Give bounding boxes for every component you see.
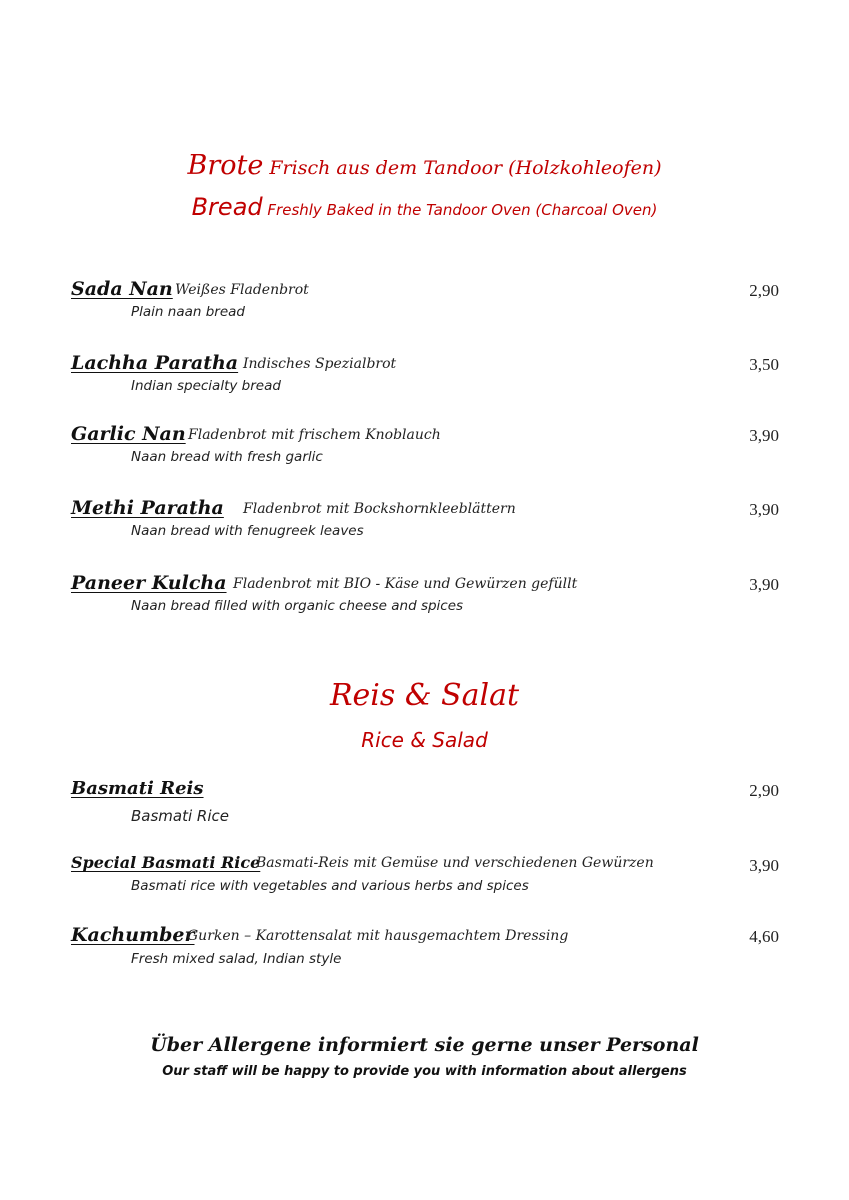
item-description-en: Fresh mixed salad, Indian style: [131, 951, 342, 967]
item-description-en: Basmati rice with vegetables and various herbs and spices: [131, 878, 529, 894]
item-name: Basmati Reis: [71, 778, 204, 799]
item-description-de: Weißes Fladenbrot: [175, 282, 309, 298]
menu-item-basmati-reis: [71, 778, 779, 830]
bread-heading-de-rest: Frisch aus dem Tandoor (Holzkohleofen): [269, 157, 662, 179]
bread-heading-de-big: Brote: [187, 150, 264, 181]
item-description-en: Naan bread filled with organic cheese and spices: [131, 598, 464, 614]
item-name: Sada Nan: [71, 278, 173, 300]
item-description-de: Fladenbrot mit Bockshornkleeblättern: [243, 501, 516, 517]
bread-heading-en-big: Bread: [191, 193, 263, 221]
rice-heading-de: Reis & Salat: [329, 678, 520, 713]
item-description-de: Indisches Spezialbrot: [243, 356, 397, 372]
item-description-de: Fladenbrot mit frischem Knoblauch: [188, 427, 441, 443]
menu-item-paneer-kulcha: [71, 572, 779, 624]
bread-heading-en: [0, 193, 849, 221]
item-name: Garlic Nan: [71, 423, 186, 445]
item-price: 2,90: [749, 281, 779, 300]
item-description-de: Fladenbrot mit BIO - Käse und Gewürzen gefüllt: [233, 576, 578, 592]
bread-heading-en-rest: Freshly Baked in the Tandoor Oven (Charcoal Oven): [267, 201, 658, 219]
menu-item-garlic-nan: [71, 423, 779, 475]
item-description-en: Naan bread with fenugreek leaves: [131, 523, 364, 539]
bread-heading-de: [0, 150, 849, 181]
item-price: 3,90: [749, 575, 779, 594]
item-description-de: Gurken – Karottensalat mit hausgemachtem Dressing: [187, 928, 569, 944]
item-price: 4,60: [749, 927, 779, 946]
rice-heading-en: Rice & Salad: [361, 728, 488, 752]
item-price: 3,90: [749, 500, 779, 519]
item-description-en: Plain naan bread: [131, 304, 245, 320]
item-description-de: Basmati-Reis mit Gemüse und verschiedenen Gewürzen: [256, 855, 654, 871]
item-name: Methi Paratha: [71, 497, 224, 519]
item-price: 2,90: [749, 781, 779, 800]
item-name: Special Basmati Rice: [71, 853, 261, 872]
item-price: 3,90: [749, 426, 779, 445]
item-price: 3,90: [749, 856, 779, 875]
menu-item-methi-paratha: [71, 497, 779, 549]
item-description-en: Indian specialty bread: [131, 378, 281, 394]
item-name: Paneer Kulcha: [71, 572, 227, 594]
allergen-notice-de: Über Allergene informiert sie gerne unser Personal: [150, 1034, 699, 1056]
item-price: 3,50: [749, 355, 779, 374]
item-description-en: Basmati Rice: [131, 807, 229, 825]
menu-item-kachumber: [71, 924, 779, 976]
item-name: Kachumber: [71, 924, 195, 946]
menu-item-sada-nan: [71, 278, 779, 330]
item-description-en: Naan bread with fresh garlic: [131, 449, 323, 465]
menu-item-special-basmati-rice: [71, 853, 779, 905]
allergen-notice-en: Our staff will be happy to provide you with information about allergens: [162, 1064, 687, 1079]
menu-item-lachha-paratha: [71, 352, 779, 404]
item-name: Lachha Paratha: [71, 352, 239, 374]
